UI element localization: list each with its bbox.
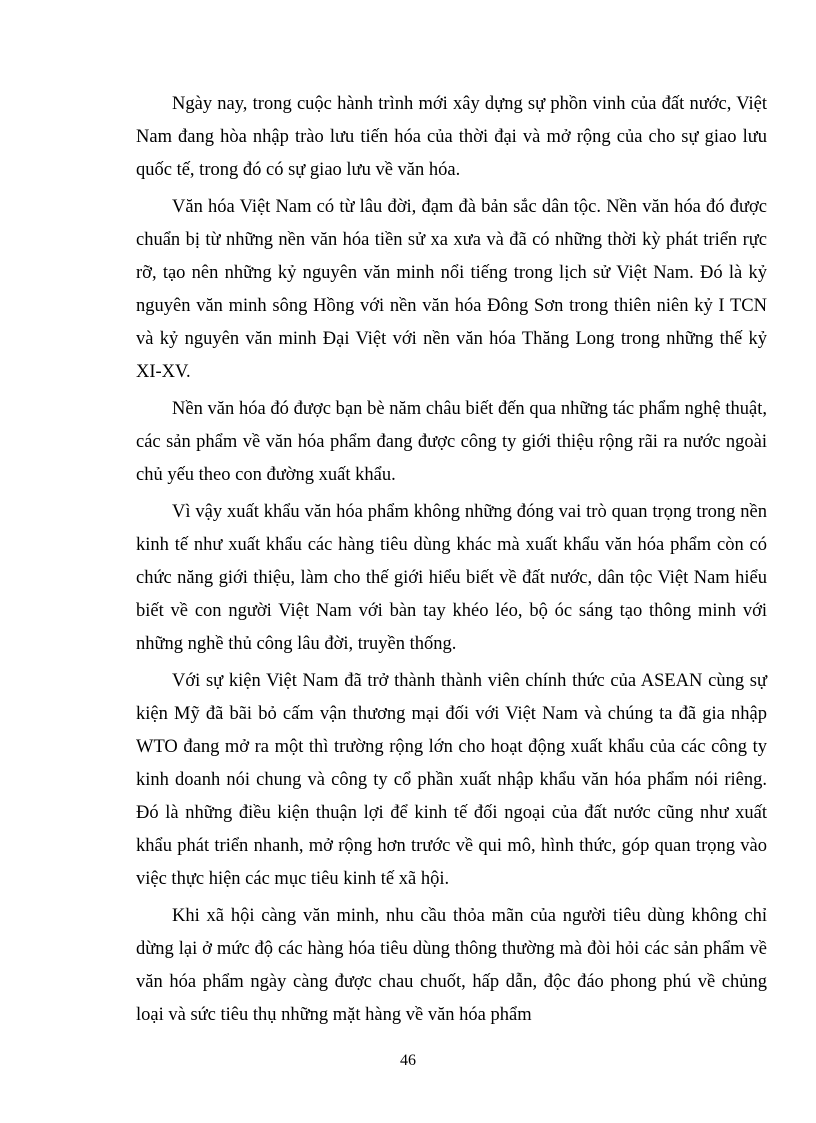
paragraph-3: Nền văn hóa đó được bạn bè năm châu biết đến qua những tác phẩm nghệ thuật, các sản phẩm về văn hóa phẩm đang được công ty giới thiệu rộng rãi ra nước ngoài chủ yếu theo con đường xuất khẩu. — [136, 399, 767, 485]
paragraph-6: Khi xã hội càng văn minh, nhu cầu thỏa mãn của người tiêu dùng không chỉ dừng lại ở mức độ các hàng hóa tiêu dùng thông thường mà đòi hỏi các sản phẩm về văn hóa phẩm ngày càng được chau chuốt, hấp dẫn, độc đáo phong phú về chủng loại và sức tiêu thụ những mặt hàng về văn hóa phẩm — [136, 906, 767, 1025]
page-number: 46 — [400, 1052, 416, 1069]
paragraph-5: Với sự kiện Việt Nam đã trở thành thành viên chính thức của ASEAN cùng sự kiện Mỹ đã bãi bỏ cấm vận thương mại đối với Việt Nam và chúng ta đã gia nhập WTO đang mở ra một thì trường rộng lớn cho hoạt động xuất khẩu của các công ty kinh doanh nói chung và công ty cổ phần xuất nhập khẩu văn hóa phẩm nói riêng. Đó là những điều kiện thuận lợi để kinh tế đối ngoại của đất nước cũng như xuất khẩu phát triển nhanh, mở rộng hơn trước về qui mô, hình thức, góp quan trọng vào việc thực hiện các mục tiêu kinh tế xã hội. — [136, 671, 767, 889]
paragraph-2: Văn hóa Việt Nam có từ lâu đời, đạm đà bản sắc dân tộc. Nền văn hóa đó được chuẩn bị từ những nền văn hóa tiền sử xa xưa và đã có những thời kỳ phát triển rực rỡ, tạo nên những kỷ nguyên văn minh nổi tiếng trong lịch sử Việt Nam. Đó là kỷ nguyên văn minh sông Hồng với nền văn hóa Đông Sơn trong thiên niên kỷ I TCN và kỷ nguyên văn minh Đại Việt với nền văn hóa Thăng Long trong những thế kỷ XI-XV. — [136, 197, 767, 382]
body-text — [136, 88, 767, 1036]
paragraph-4: Vì vậy xuất khẩu văn hóa phẩm không những đóng vai trò quan trọng trong nền kinh tế như xuất khẩu các hàng tiêu dùng khác mà xuất khẩu văn hóa phẩm còn có chức năng giới thiệu, làm cho thế giới hiểu biết về đất nước, dân tộc Việt Nam hiểu biết về con người Việt Nam với bàn tay khéo léo, bộ óc sáng tạo thông minh với những nghề thủ công lâu đời, truyền thống. — [136, 502, 767, 654]
paragraph-1: Ngày nay, trong cuộc hành trình mới xây dựng sự phồn vinh của đất nước, Việt Nam đang hòa nhập trào lưu tiến hóa của thời đại và mở rộng của cho sự giao lưu quốc tế, trong đó có sự giao lưu về văn hóa. — [136, 94, 767, 180]
